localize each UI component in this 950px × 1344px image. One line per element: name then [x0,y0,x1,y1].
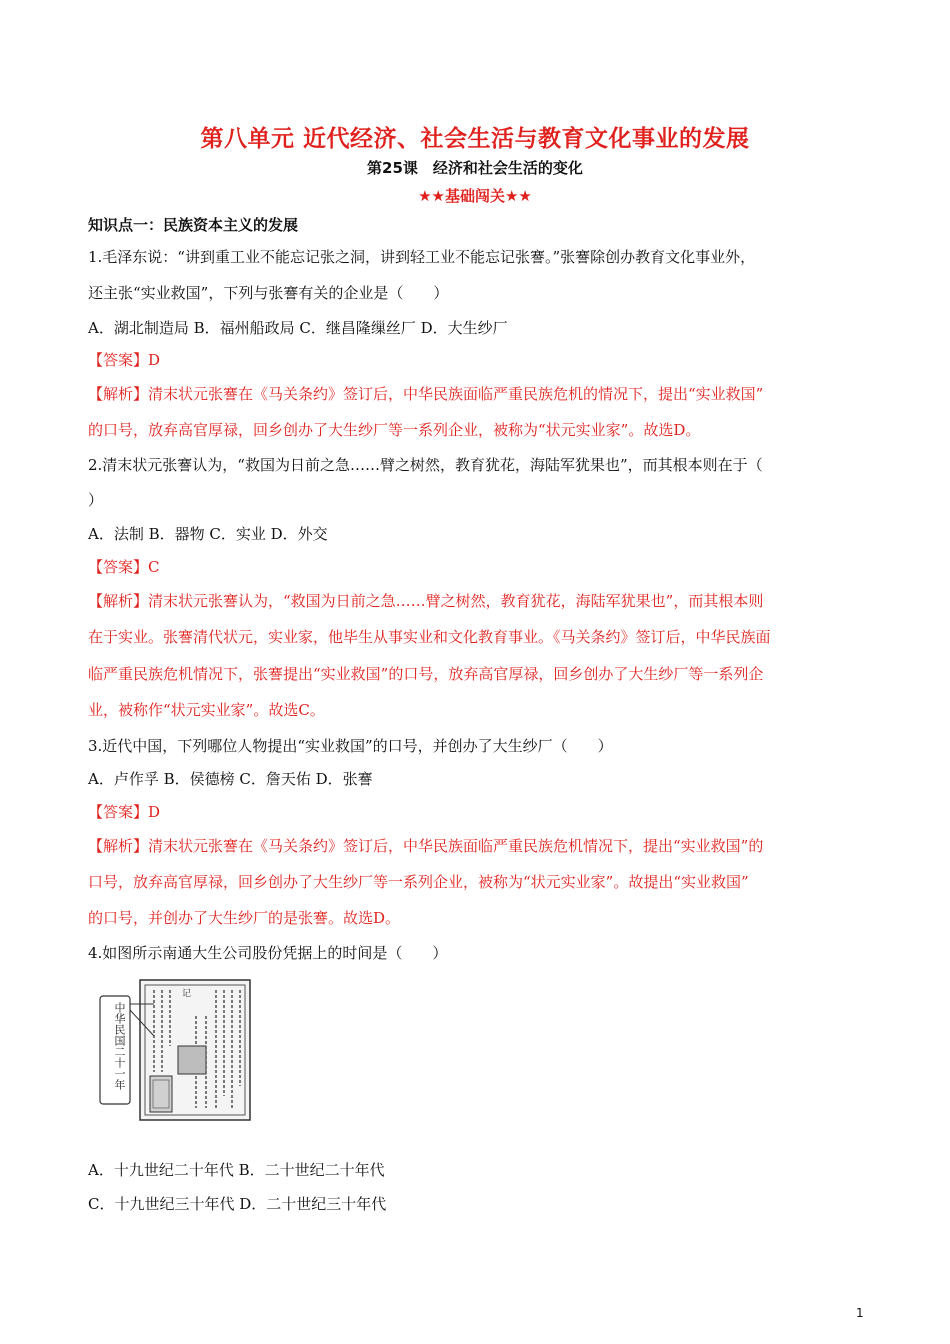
question-2-analysis-line-4: 业，被称作“状元实业家”。故选C。 [88,701,325,719]
question-1-stem-line-1: 1.毛泽东说：“讲到重工业不能忘记张之洞，讲到轻工业不能忘记张謇。”张謇除创办教育文化事业外， [88,248,756,266]
question-3-analysis-line-3: 的口号，并创办了大生纱厂的是张謇。故选D。 [88,909,401,927]
page-number: 1 [856,1306,864,1320]
question-2-stem-line-1: 2.清末状元张謇认为，“救国为日前之急……臂之树然，教育犹花，海陆军犹果也”，而其根本则在于（ [88,456,763,474]
question-4-options-line-2: C．十九世纪三十年代 D．二十世纪三十年代 [88,1195,387,1213]
question-3-analysis-line-2: 口号，放弃高官厚禄，回乡创办了大生纱厂等一系列企业，被称为“状元实业家”。故提出“实业救国” [88,873,749,891]
question-2-options: A．法制 B．器物 C．实业 D．外交 [88,525,328,543]
question-1-stem-line-2: 还主张“实业救国”，下列与张謇有关的企业是（ ） [88,284,449,302]
question-2-stem-line-2: ） [88,491,104,509]
question-1-analysis-line-1: 【解析】清末状元张謇在《马关条约》签订后，中华民族面临严重民族危机的情况下，提出“实业救国” [88,385,764,403]
question-2-analysis-line-1: 【解析】清末状元张謇认为，“救国为日前之急……臂之树然，教育犹花，海陆军犹果也”，而其根本则 [88,592,764,610]
knowledge-point-heading: 知识点一：民族资本主义的发展 [88,216,299,234]
question-3-options: A．卢作孚 B．侯德榜 C．詹天佑 D．张謇 [88,770,373,788]
question-1-analysis-line-2: 的口号，放弃高官厚禄，回乡创办了大生纱厂等一系列企业，被称为“状元实业家”。故选D。 [88,421,701,439]
share-certificate-image [96,976,254,1126]
question-3-analysis-line-1: 【解析】清末状元张謇在《马关条约》签订后，中华民族面临严重民族危机情况下，提出“实业救国”的 [88,837,764,855]
question-3-answer: 【答案】D [88,803,161,821]
question-4-options-line-1: A．十九世纪二十年代 B．二十世纪二十年代 [88,1161,385,1179]
svg-text:记: 记 [182,989,192,999]
question-1-answer: 【答案】D [88,351,161,369]
lesson-title: 第25课 经济和社会生活的变化 [367,159,583,177]
question-2-answer: 【答案】C [88,558,160,576]
figure-callout-label: 中华民国二十一年 [113,1002,126,1090]
level-badge: ★★基础闯关★★ [418,187,532,205]
question-3-stem-line-1: 3.近代中国，下列哪位人物提出“实业救国”的口号，并创办了大生纱厂（ ） [88,737,613,755]
question-2-analysis-line-3: 临严重民族危机情况下，张謇提出“实业救国”的口号，放弃高官厚禄，回乡创办了大生纱厂等一系列企 [88,665,764,683]
unit-title: 第八单元 近代经济、社会生活与教育文化事业的发展 [200,126,750,152]
question-1-options: A．湖北制造局 B．福州船政局 C．继昌隆缫丝厂 D．大生纱厂 [88,319,508,337]
question-2-analysis-line-2: 在于实业。张謇清代状元，实业家，他毕生从事实业和文化教育事业。《马关条约》签订后，中华民族面 [88,628,771,646]
question-4-stem-line-1: 4.如图所示南通大生公司股份凭据上的时间是（ ） [88,944,448,962]
